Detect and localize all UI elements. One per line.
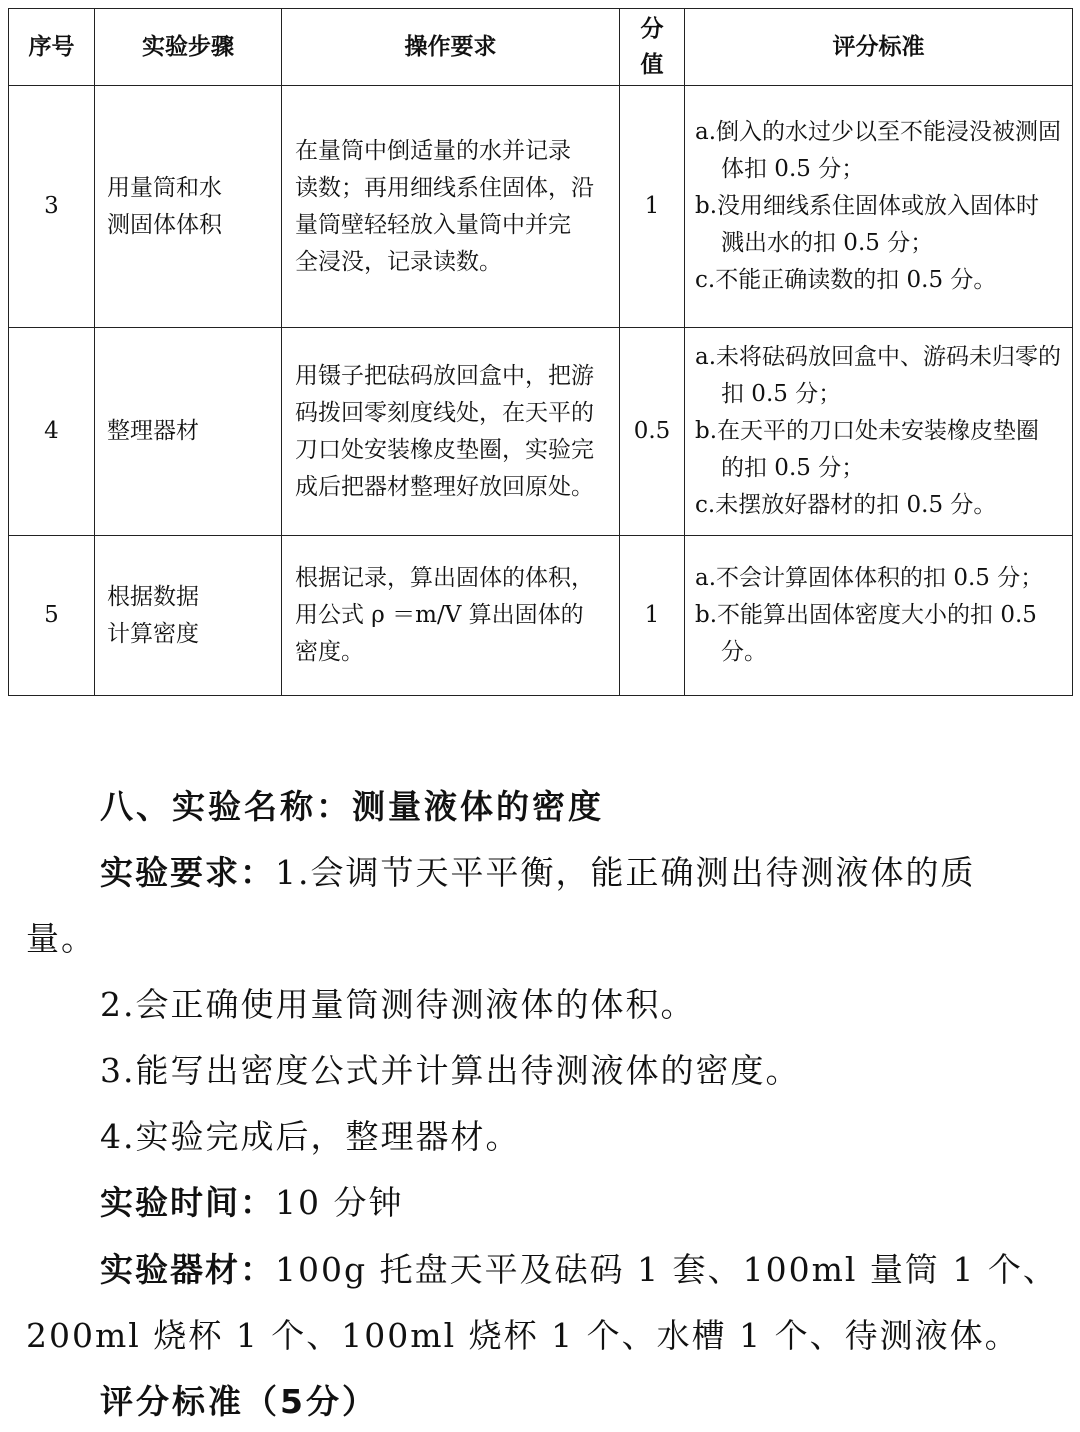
op-line: 根据记录，算出固体的体积， <box>295 565 594 591</box>
row-no: 5 <box>9 536 95 696</box>
row-operation <box>282 328 620 536</box>
header-score-line2: 值 <box>640 52 664 78</box>
row-step <box>95 328 282 536</box>
op-line: 量筒壁轻轻放入量筒中并完 <box>295 211 571 238</box>
row-criteria <box>685 86 1073 328</box>
requirement-3: 3.能写出密度公式并计算出待测液体的密度。 <box>100 1051 801 1090</box>
criteria-item: a.倒入的水过少以至不能浸没被测固体扣 0.5 分； <box>695 119 1062 182</box>
op-line: 用公式 ρ ＝m/V 算出固体的 <box>295 602 584 628</box>
requirement-2: 2.会正确使用量筒测待测液体的体积。 <box>100 985 696 1024</box>
row-operation <box>282 536 620 696</box>
requirement-1-part1: 1.会调节天平平衡，能正确测出待测液体的质 <box>275 853 976 892</box>
table-header-row <box>9 9 1073 86</box>
equipment-part1: 100g 托盘天平及砝码 1 套、100ml 量筒 1 个、 <box>275 1250 1058 1289</box>
row-step <box>95 86 282 328</box>
op-line: 读数；再用细线系住固体，沿 <box>295 174 594 201</box>
row-criteria <box>685 536 1073 696</box>
step-line: 测固体体积 <box>107 211 222 238</box>
criteria-item: c.未摆放好器材的扣 0.5 分。 <box>695 492 997 518</box>
op-line: 全浸没，记录读数。 <box>295 248 502 275</box>
equipment-part2: 200ml 烧杯 1 个、100ml 烧杯 1 个、水槽 1 个、待测液体。 <box>26 1316 1020 1355</box>
equipment-line-1 <box>100 1248 1058 1292</box>
row-no: 4 <box>9 328 95 536</box>
criteria-item: b.在天平的刀口处未安装橡皮垫圈的扣 0.5 分； <box>695 418 1040 481</box>
header-step: 实验步骤 <box>95 9 282 86</box>
requirements-label: 实验要求： <box>100 853 275 892</box>
table-row <box>9 86 1073 328</box>
criteria-item: b.不能算出固体密度大小的扣 0.5 分。 <box>695 602 1037 665</box>
op-line: 码拨回零刻度线处，在天平的 <box>295 399 594 426</box>
op-line: 用镊子把砝码放回盒中，把游 <box>295 362 594 389</box>
header-operation: 操作要求 <box>282 9 620 86</box>
table-row <box>9 328 1073 536</box>
experiment-time <box>100 1181 403 1225</box>
criteria-item: a.不会计算固体体积的扣 0.5 分； <box>695 565 1044 591</box>
time-label: 实验时间： <box>100 1183 275 1222</box>
row-operation <box>282 86 620 328</box>
criteria-item: a.未将砝码放回盒中、游码未归零的扣 0.5 分； <box>695 344 1062 407</box>
row-criteria <box>685 328 1073 536</box>
row-score: 1 <box>620 86 685 328</box>
header-score-line1: 分 <box>640 16 664 42</box>
scoring-table <box>8 8 1073 696</box>
step-line: 整理器材 <box>107 418 199 444</box>
requirement-1-part2: 量。 <box>26 919 96 958</box>
section-title: 八、实验名称：测量液体的密度 <box>100 787 604 826</box>
op-line: 在量筒中倒适量的水并记录 <box>295 137 571 164</box>
row-step <box>95 536 282 696</box>
equipment-label: 实验器材： <box>100 1250 275 1289</box>
table-row <box>9 536 1073 696</box>
time-value: 10 分钟 <box>275 1183 404 1222</box>
row-score: 0.5 <box>620 328 685 536</box>
row-score: 1 <box>620 536 685 696</box>
step-line: 根据数据 <box>107 583 199 610</box>
op-line: 刀口处安装橡皮垫圈，实验完 <box>295 436 594 463</box>
header-criteria: 评分标准 <box>685 9 1073 86</box>
requirements-line-1 <box>100 851 976 895</box>
op-line: 成后把器材整理好放回原处。 <box>295 473 594 500</box>
requirement-4: 4.实验完成后，整理器材。 <box>100 1117 521 1156</box>
criteria-item: c.不能正确读数的扣 0.5 分。 <box>695 267 997 293</box>
header-score <box>620 9 685 86</box>
step-line: 计算密度 <box>107 620 199 647</box>
scoring-title: 评分标准（5分） <box>100 1382 378 1421</box>
step-line: 用量筒和水 <box>107 174 222 201</box>
row-no: 3 <box>9 86 95 328</box>
criteria-item: b.没用细线系住固体或放入固体时溅出水的扣 0.5 分； <box>695 193 1040 256</box>
op-line: 密度。 <box>295 639 364 665</box>
header-no: 序号 <box>9 9 95 86</box>
